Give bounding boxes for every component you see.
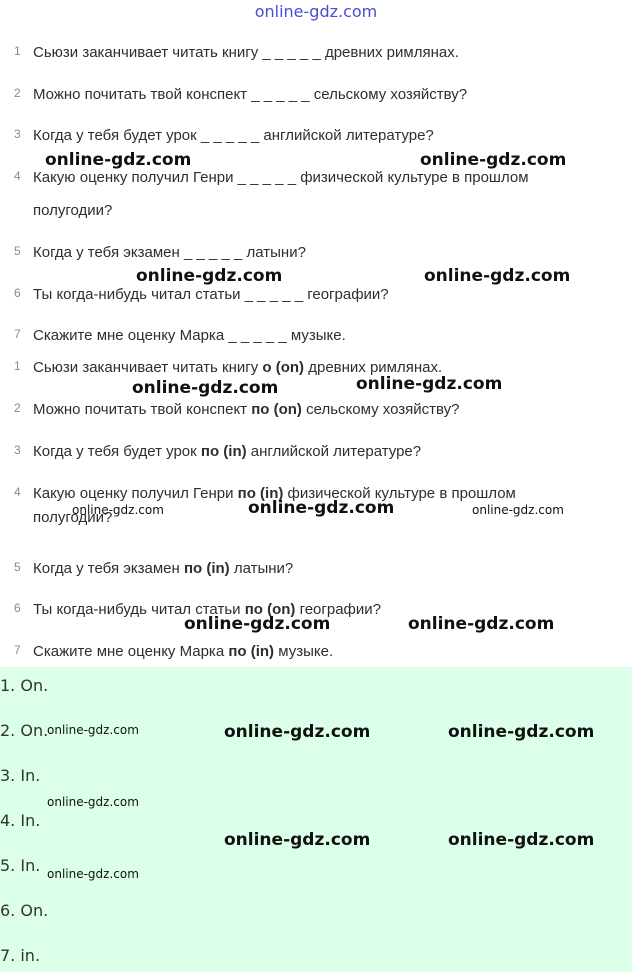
answer-text — [33, 552, 618, 585]
question-text: Сьюзи заканчивает читать книгу _ _ _ _ _ древних римлянах. — [33, 44, 459, 61]
question-text: Когда у тебя будет урок _ _ _ _ _ английской литературе? — [33, 127, 434, 144]
watermark: online-gdz.com — [45, 150, 192, 170]
answer-preposition: по (in) — [183, 560, 230, 577]
short-answer: 1. On. — [0, 676, 49, 695]
question-number: 1 — [14, 44, 21, 58]
answer-text-before: Скажите мне оценку Марка — [33, 643, 229, 660]
question-number: 7 — [14, 327, 21, 341]
answer-number: 6 — [14, 601, 21, 615]
answer-text-before: Можно почитать твой конспект — [33, 401, 252, 418]
answer-text-continued: полугодии? — [33, 509, 113, 526]
answer-text-after: географии? — [295, 601, 381, 618]
answer-text-after: музыке. — [274, 643, 334, 660]
watermark: online-gdz.com — [420, 150, 567, 170]
question-number: 6 — [14, 286, 21, 300]
question-text-continued: полугодии? — [33, 202, 113, 219]
short-answer: 6. On. — [0, 901, 49, 920]
short-answer: 3. In. — [0, 766, 41, 785]
answer-text — [33, 435, 618, 468]
watermark: online-gdz.com — [224, 830, 371, 850]
short-answers-panel — [0, 667, 632, 972]
question-text: Когда у тебя экзамен _ _ _ _ _ латыни? — [33, 244, 306, 261]
watermark: online-gdz.com — [408, 614, 555, 634]
question-text: Ты когда-нибудь читал статьи _ _ _ _ _ географии? — [33, 286, 389, 303]
question-number: 2 — [14, 86, 21, 100]
answer-text-after: сельскому хозяйству? — [301, 401, 460, 418]
answer-text-after: физической культуре в прошлом — [283, 485, 516, 502]
answer-preposition: по (in) — [237, 485, 284, 502]
watermark: online-gdz.com — [356, 374, 503, 394]
short-answer: 5. In. — [0, 856, 41, 875]
answer-text-before: Какую оценку получил Генри — [33, 485, 238, 502]
answer-preposition: по (in) — [200, 443, 247, 460]
answer-number: 1 — [14, 359, 21, 373]
watermark: online-gdz.com — [472, 503, 564, 517]
watermark: online-gdz.com — [47, 795, 139, 809]
answer-text-after: древних римлянах. — [304, 359, 443, 376]
watermark: online-gdz.com — [136, 266, 283, 286]
short-answer: 2. On. — [0, 721, 49, 740]
answer-preposition: по (on) — [244, 601, 296, 618]
answer-number: 5 — [14, 560, 21, 574]
question-text: Скажите мне оценку Марка _ _ _ _ _ музыке. — [33, 327, 346, 344]
answer-text — [33, 351, 618, 384]
question-text: Какую оценку получил Генри _ _ _ _ _ физической культуре в прошлом — [33, 169, 529, 186]
watermark: online-gdz.com — [184, 614, 331, 634]
question-number: 5 — [14, 244, 21, 258]
watermark: online-gdz.com — [47, 723, 139, 737]
answer-text-before: Сьюзи заканчивает читать книгу — [33, 359, 263, 376]
site-header-watermark: online-gdz.com — [254, 2, 378, 21]
short-answer: 4. In. — [0, 811, 41, 830]
watermark: online-gdz.com — [448, 722, 595, 742]
answer-text — [33, 635, 618, 668]
watermark: online-gdz.com — [132, 378, 279, 398]
question-number: 3 — [14, 127, 21, 141]
watermark: online-gdz.com — [248, 498, 395, 518]
watermark: online-gdz.com — [448, 830, 595, 850]
answer-number: 7 — [14, 643, 21, 657]
answer-number: 4 — [14, 485, 21, 499]
answer-text — [33, 393, 618, 426]
answer-text-before: Ты когда-нибудь читал статьи — [33, 601, 245, 618]
watermark: online-gdz.com — [72, 503, 164, 517]
watermark: online-gdz.com — [424, 266, 571, 286]
watermark: online-gdz.com — [47, 867, 139, 881]
watermark: online-gdz.com — [224, 722, 371, 742]
question-number: 4 — [14, 169, 21, 183]
answer-preposition: о (on) — [262, 359, 305, 376]
answer-preposition: по (on) — [251, 401, 302, 418]
answer-text-before: Когда у тебя будет урок — [33, 443, 201, 460]
answer-text-before: Когда у тебя экзамен — [33, 560, 184, 577]
answer-number: 2 — [14, 401, 21, 415]
answer-preposition: по (in) — [228, 643, 275, 660]
question-text: Можно почитать твой конспект _ _ _ _ _ сельскому хозяйству? — [33, 86, 468, 103]
answer-text-after: латыни? — [229, 560, 294, 577]
answer-number: 3 — [14, 443, 21, 457]
short-answer: 7. in. — [0, 946, 41, 965]
answer-text-after: английской литературе? — [246, 443, 422, 460]
